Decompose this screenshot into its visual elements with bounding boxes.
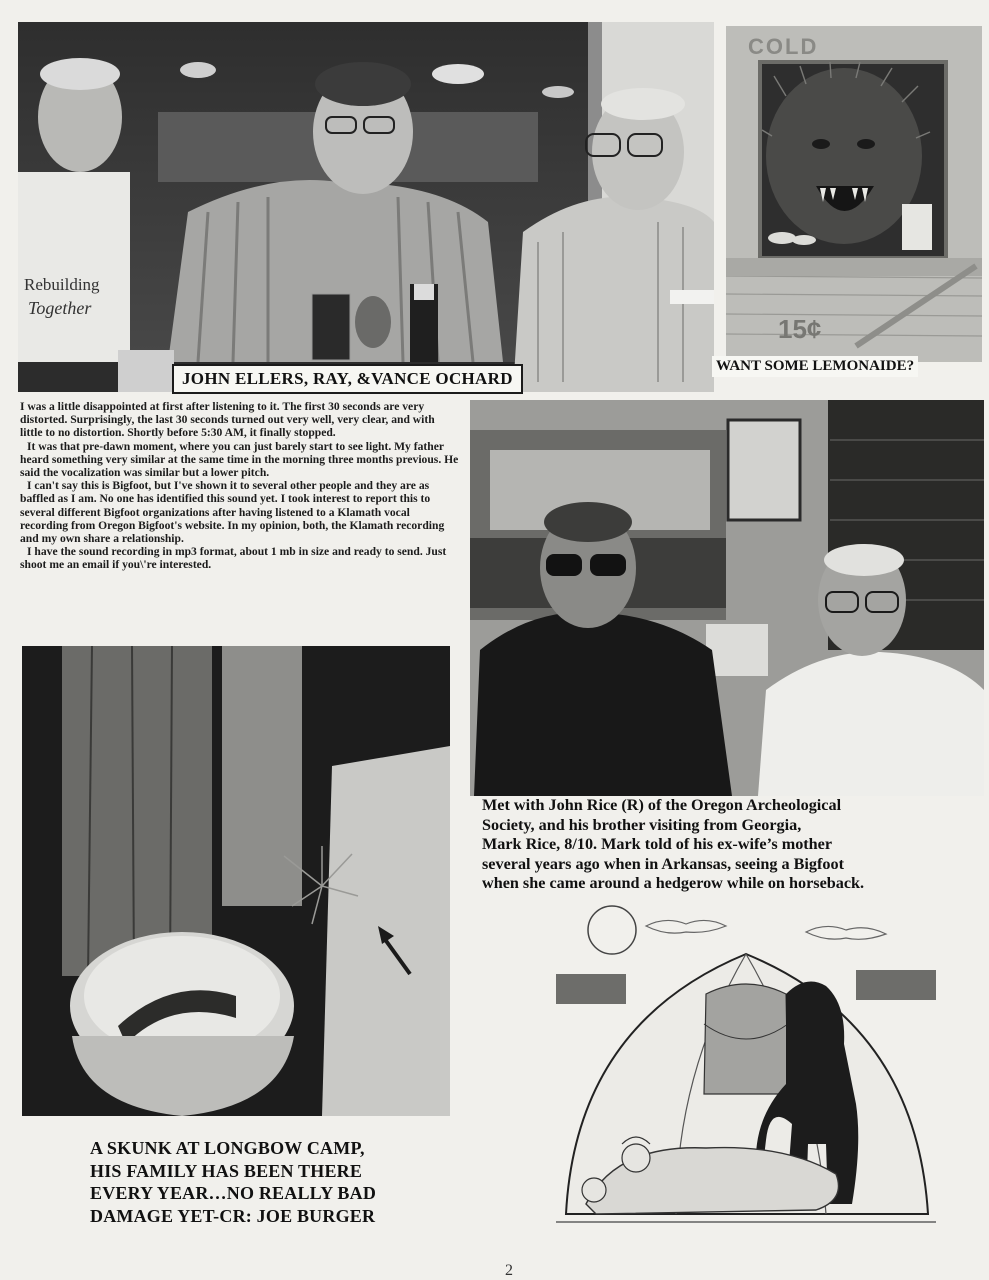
lemonade-caption: WANT SOME LEMONAIDE? [712,356,918,377]
rice-caption-line: Met with John Rice (R) of the Oregon Archeological [482,796,842,814]
skunk-caption-line: EVERY YEAR…NO REALLY BAD [90,1183,377,1203]
lemonade-photo [726,26,982,362]
skunk-photo [22,646,450,1116]
page-number: 2 [505,1262,513,1279]
skunk-caption-line: A SKUNK AT LONGBOW CAMP, [90,1138,365,1158]
article-paragraph-3: I can't say this is Bigfoot, but I've shown it to several other people and they are as baffled as I am. No one has identified this sound yet. I took interest to report this to several different Bigfoot organizations after having listened to a Klamath vocal recording from Oregon Bigfoot's website. In my opinion, both, the Klamath recording and my own share a relationship. [20,479,445,546]
men-photo [18,22,714,392]
rice-caption-line: Mark Rice, 8/10. Mark told of his ex-wife’s mother [482,835,833,854]
men-photo-caption: JOHN ELLERS, RAY, &VANCE OCHARD [172,364,523,394]
bigfoot-tent-cartoon [556,904,936,1254]
article-paragraph-1: I was a little disappointed at first after listening to it. The first 30 seconds are very distorted. Surprisingly, the last 30 seconds turned out very well, very clear, and with little to no distortion. Shortly before 5:30 AM, it finally stopped. [20,400,435,440]
skunk-caption-line: DAMAGE YET-CR: JOE BURGER [90,1205,376,1226]
sign-top-text: COLD [748,34,819,59]
rice-caption-line: when she came around a hedgerow while on horseback. [482,874,865,893]
rice-brothers-photo [470,400,984,796]
skunk-caption [90,1137,450,1227]
article-text [20,400,460,572]
sign-price-text: 15¢ [778,314,822,344]
skunk-caption-line: HIS FAMILY HAS BEEN THERE [90,1160,363,1181]
rice-brothers-caption [482,796,972,894]
article-paragraph-2: It was that pre-dawn moment, where you can just barely start to see light. My father heard something very similar at the same time in the morning three months previous. He said the vocalization was similar but a lower pitch. [20,439,459,480]
article-paragraph-4: I have the sound recording in mp3 format, about 1 mb in size and ready to send. Just shoot me an email if you\'re interested. [20,545,447,572]
rice-caption-line: Society, and his brother visiting from Georgia, [482,815,802,834]
rice-caption-line: several years ago when in Arkansas, seeing a Bigfoot [482,854,844,873]
tshirt-line2: Together [28,298,92,318]
tshirt-line1: Rebuilding [24,275,100,294]
